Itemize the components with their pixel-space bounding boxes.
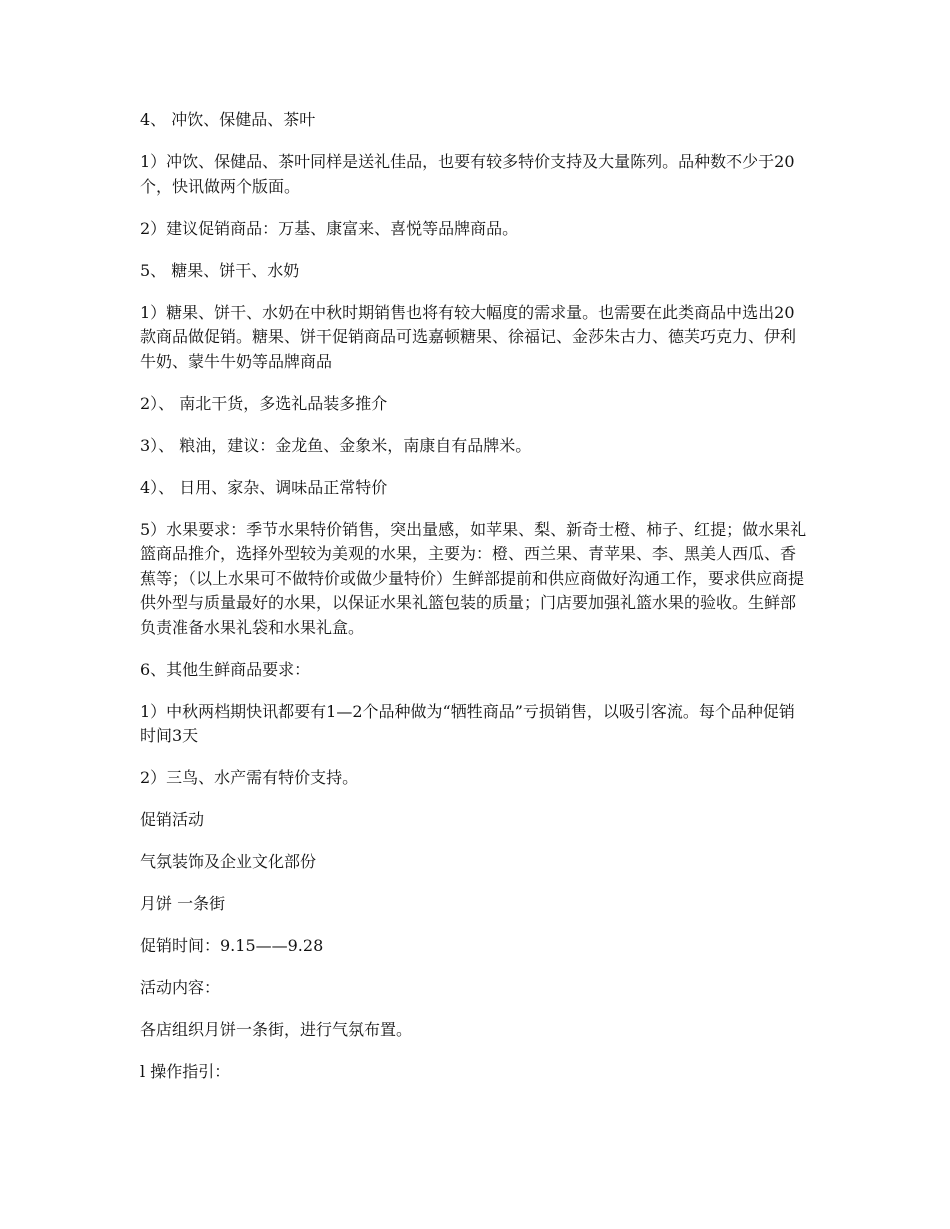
document-page <box>140 108 810 1102</box>
section-heading-4: 4、 冲饮、保健品、茶叶 <box>140 110 316 129</box>
paragraph-5-1: 1）糖果、饼干、水奶在中秋时期销售也将有较大幅度的需求量。也需要在此类商品中选出20款商品做促销。糖果、饼干促销商品可选嘉顿糖果、徐福记、金莎朱古力、德芙巧克力、伊利牛奶、蒙牛牛奶等品牌商品 <box>140 302 797 371</box>
heading-promotion: 促销活动 <box>140 810 205 829</box>
paragraph-5-4: 4）、 日用、家杂、调味品正常特价 <box>140 477 388 497</box>
section-heading-5: 5、 糖果、饼干、水奶 <box>140 260 300 280</box>
activity-content-label: 活动内容： <box>140 978 221 997</box>
paragraph-4-1: 1）冲饮、保健品、茶叶同样是送礼佳品，也要有较多特价支持及大量陈列。品种数不少于20个，快讯做两个版面。 <box>140 152 795 196</box>
heading-decoration: 气氛装饰及企业文化部份 <box>140 852 317 871</box>
activity-content-text: 各店组织月饼一条街，进行气氛布置。 <box>140 1020 413 1039</box>
promotion-time: 促销时间：9.15——9.28 <box>140 936 324 955</box>
section-heading-6: 6、其他生鲜商品要求： <box>140 659 311 679</box>
paragraph-4-2: 2）建议促销商品：万基、康富来、喜悦等品牌商品。 <box>140 218 519 238</box>
heading-mooncake-street: 月饼 一条街 <box>140 894 226 913</box>
paragraph-5-5: 5）水果要求：季节水果特价销售，突出量感，如苹果、梨、新奇士橙、柿子、红提；做水果礼篮商品推介，选择外型较为美观的水果，主要为：橙、西兰果、青苹果、李、黑美人西瓜、香蕉等；（以上水果可不做特价或做少量特价）生鲜部提前和供应商做好沟通工作，要求供应商提供外型与质量最好的水果，以保证水果礼篮包装的质量；门店要加强礼篮水果的验收。生鲜部负责准备水果礼袋和水果礼盒。 <box>140 519 807 637</box>
paragraph-5-2: 2）、 南北干货，多选礼品装多推介 <box>140 393 388 413</box>
paragraph-5-3: 3）、 粮油，建议：金龙鱼、金象米，南康自有品牌米。 <box>140 435 532 455</box>
paragraph-6-1: 1）中秋两档期快讯都要有1—2个品种做为“牺牲商品”亏损销售，以吸引客流。每个品种促销时间3天 <box>140 701 795 745</box>
operation-guide-label: l 操作指引： <box>140 1062 231 1081</box>
paragraph-6-2: 2）三鸟、水产需有特价支持。 <box>140 768 359 787</box>
